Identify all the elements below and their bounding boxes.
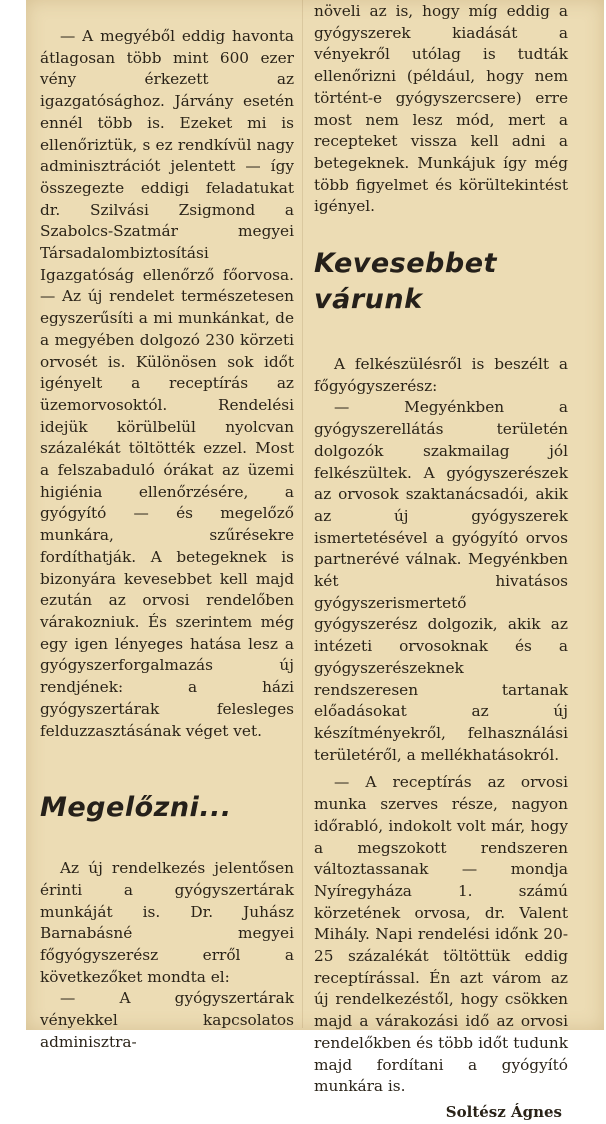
author-signature: Soltész Ágnes bbox=[445, 1102, 562, 1121]
paragraph-county-pharmacy: — Megyénkben a gyógyszerellátás területén dolgozók szakmailag jól felkészültek. A gyógyszerészek az orvosok szaktanácsadói, akik az új gyógyszerek ismertetésével a gyógyító orvos partnerévé válnak. Megyénkben két hivatásos gyógyszerismertető gyógyszerész dolgozik, akik az intézeti orvosoknak és a gyógyszerészeknek rendszeresen tartanak előadásokat az új készítményekről, felhasználási területéről, a mellékhatásokról. bbox=[314, 398, 568, 764]
column-divider bbox=[302, 0, 303, 1028]
paragraph-pharmacy-intro: Az új rendelkezés jelentősen érinti a gyógyszertárak munkáját is. Dr. Juhász Barnabásné megyei főgyógyszerész erről a következőket mondta el: bbox=[40, 859, 294, 986]
left-column bbox=[40, 26, 294, 1054]
heading-megelozni: Megelőzni... bbox=[40, 792, 232, 824]
paragraph-preparation: A felkészülésről is beszélt a főgyógyszerész: bbox=[314, 355, 568, 395]
paragraph-intro: — A megyéből eddig havonta átlagosan több mint 600 ezer vény érkezett az igazgatósághoz. Járvány esetén ennél több is. Ezeket mi is ellenőriztük, s ez rendkívül nagy adminisztrációt jelentett — így összegezte eddigi feladatukat dr. Szilvási Zsigmond a Szabolcs-Szatmár megyei Társadalombiztosítási Igazgatóság ellenőrző főorvosa. — Az új rendelet természetesen egyszerűsíti a mi munkánkat, de a megyében dolgozó 230 körzeti orvosét is. Különösen sok időt igényelt a receptírás az üzemorvosoktól. Rendelési idejük körülbelül nyolcvan százalékát töltötték ezzel. Most a felszabaduló órákat az üzemi higiénia ellenőrzésére, a gyógyító — és megelőző munkára, szűrésekre fordíthatják. A betegeknek is bizonyára kevesebbet kell majd ezután az orvosi rendelőben várakozniuk. És szerintem még egy igen lényeges hatása lesz a gyógyszerforgalmazás új rendjének: a házi gyógyszertárak felesleges felduzzasztásának véget vet. bbox=[40, 27, 294, 740]
paragraph-doctor-quote: — A receptírás az orvosi munka szerves része, nagyon időrabló, indokolt volt már, hogy a megszokott rendszeren változtassanak — mondja Nyíregyháza 1. számú körzetének orvosa, dr. Valent Mihály. Napi rendelési időnk 20-25 százalékát töltöttük eddig receptírással. Én azt várom az új rendelkezéstől, hogy csökken majd a várakozási idő az orvosi rendelőkben és több időt tudunk majd fordítani a gyógyító munkára is. bbox=[314, 773, 568, 1096]
paragraph-pharmacy-admin: — A gyógyszertárak vényekkel kapcsolatos adminisztra- bbox=[40, 989, 294, 1051]
paragraph-continuation: növeli az is, hogy míg eddig a gyógyszerek kiadását a vényekről utólag is tudták ellenőrizni (például, hogy nem történt-e gyógyszercsere) erre most nem lesz mód, mert a recepteket vissza kell adni a betegeknek. Munkájuk így még több figyelmet és körültekintést igényel. bbox=[314, 2, 568, 216]
heading-kevesebbet-varunk: Kevesebbet várunk bbox=[314, 248, 497, 316]
right-column bbox=[314, 1, 568, 1124]
